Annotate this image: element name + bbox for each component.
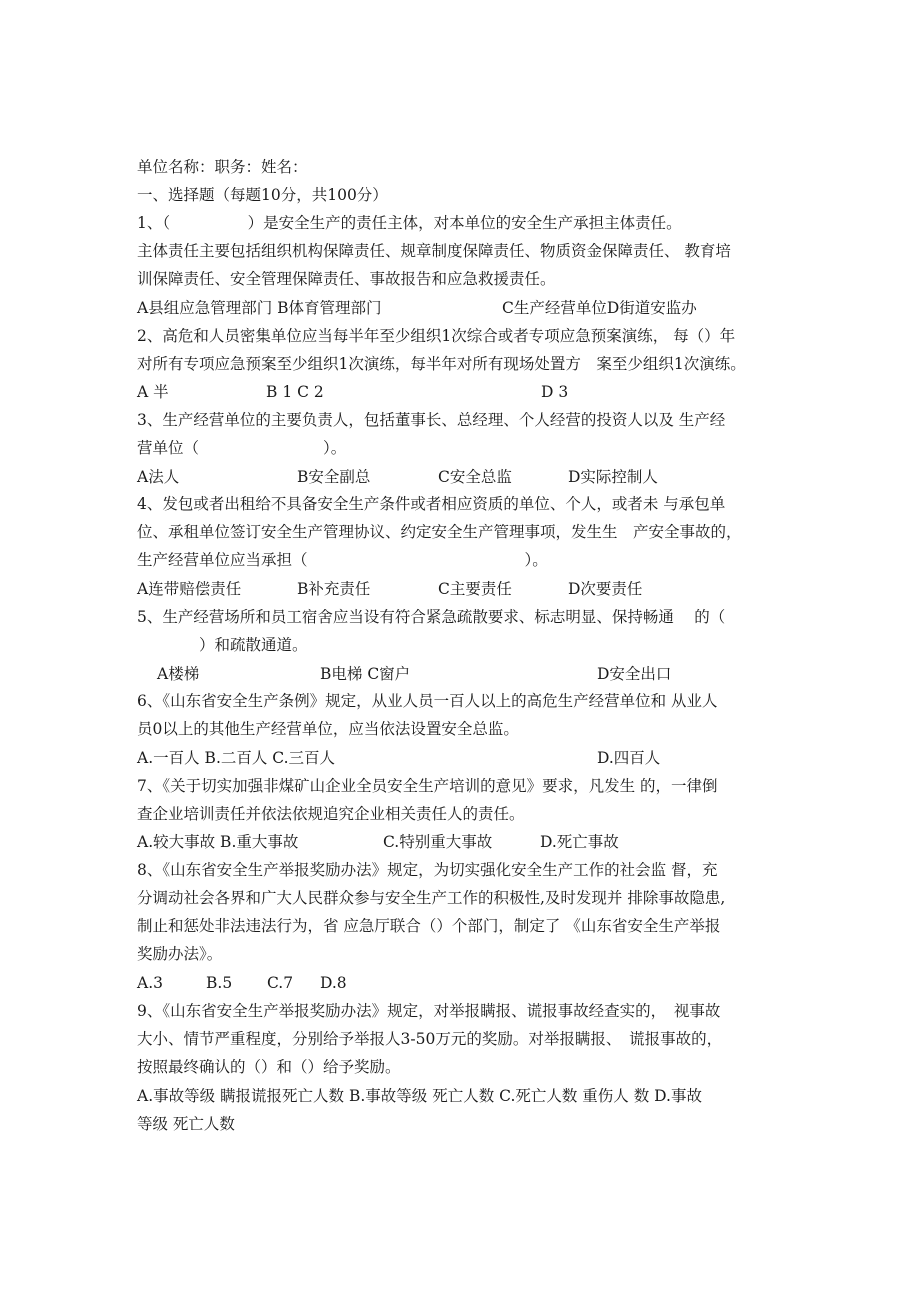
question-2-option: B 1 C 2 [266, 383, 324, 401]
header-fields: 单位名称：职务：姓名： [137, 158, 308, 176]
question-5-option: D安全出口 [597, 665, 672, 683]
question-1-option: C生产经营单位D街道安监办 [502, 299, 697, 317]
question-8-line-1: 8、《山东省安全生产举报奖励办法》规定，为切实强化安全生产工作的社会监 督，充 [137, 861, 718, 879]
question-7-line-1: 7、《关于切实加强非煤矿山企业全员安全生产培训的意见》要求，凡发生 的，一律倒 [137, 777, 718, 795]
question-2-line-1: 2、高危和人员密集单位应当每半年至少组织1次综合或者专项应急预案演练， 每（）年 [137, 327, 736, 345]
question-1-line-2: 主体责任主要包括组织机构保障责任、规章制度保障责任、物质资金保障责任、 教育培 [137, 242, 731, 260]
question-4-line-1: 4、发包或者出租给不具备安全生产条件或者相应资质的单位、个人，或者未 与承包单 [137, 495, 726, 513]
question-8-option: B.5 [206, 974, 233, 992]
question-7-option: D.死亡事故 [540, 833, 619, 851]
question-5-option: A楼梯 [157, 665, 200, 683]
question-4-option: C主要责任 [438, 580, 512, 598]
question-2-line-2: 对所有专项应急预案至少组织1次演练，每半年对所有现场处置方 案至少组织1次演练。 [137, 355, 746, 373]
question-7-option: C.特别重大事故 [383, 833, 493, 851]
question-5-line-1: 5、生产经营场所和员工宿舍应当设有符合紧急疏散要求、标志明显、保持畅通 的（ [137, 608, 726, 626]
question-4-line-2: 位、承租单位签订安全生产管理协议、约定安全生产管理事项，发生生 产安全事故的， [137, 523, 742, 541]
question-9-line-1: 9、《山东省安全生产举报奖励办法》规定，对举报瞒报、谎报事故经查实的， 视事故 [137, 1002, 721, 1020]
question-8-option: D.8 [320, 974, 347, 992]
question-1-line-3: 训保障责任、安全管理保障责任、事故报告和应急救援责任。 [137, 270, 556, 288]
question-8-option: C.7 [267, 974, 294, 992]
question-6-option: A.一百人 B.二百人 C.三百人 [137, 749, 336, 767]
question-3-option: C安全总监 [438, 468, 512, 486]
question-1-option: A县组应急管理部门 B体育管理部门 [137, 299, 382, 317]
question-3-line-2: 营单位（ ）。 [137, 439, 347, 457]
question-6-line-1: 6、《山东省安全生产条例》规定，从业人员一百人以上的高危生产经营单位和 从业人 [137, 692, 718, 710]
question-3-option: B安全副总 [297, 468, 371, 486]
question-8-option: A.3 [137, 974, 163, 992]
question-9-line-3: 按照最终确认的（）和（）给予奖励。 [137, 1058, 401, 1076]
question-4-option: A连带赔偿责任 [137, 580, 242, 598]
question-8-line-2: 分调动社会各界和广大人民群众参与安全生产工作的积极性,及时发现并 排除事故隐患, [137, 889, 726, 907]
question-8-line-4: 奖励办法》。 [137, 945, 223, 963]
question-3-option: A法人 [137, 468, 180, 486]
question-7-option: A.较大事故 B.重大事故 [137, 833, 299, 851]
question-9-line-2: 大小、情节严重程度，分别给予举报人3-50万元的奖励。对举报瞒报、 谎报事故的， [137, 1030, 723, 1048]
question-3-line-1: 3、生产经营单位的主要负责人，包括董事长、总经理、个人经营的投资人以及 生产经 [137, 411, 726, 429]
question-5-option: B电梯 C窗户 [320, 665, 411, 683]
question-5-line-2: ）和疏散通道。 [137, 636, 308, 654]
question-4-line-3: 生产经营单位应当承担（ ）。 [137, 551, 548, 569]
question-2-option: D 3 [541, 383, 569, 401]
question-8-line-3: 制止和惩处非法违法行为，省 应急厅联合（）个部门，制定了 《山东省安全生产举报 [137, 917, 721, 935]
question-9-line-5: 等级 死亡人数 [137, 1115, 235, 1133]
question-3-option: D实际控制人 [568, 468, 658, 486]
question-1-line-1: 1、（ ）是安全生产的责任主体，对本单位的安全生产承担主体责任。 [137, 214, 682, 232]
question-9-line-4: A.事故等级 瞒报谎报死亡人数 B.事故等级 死亡人数 C.死亡人数 重伤人 数 D.事故 [137, 1087, 702, 1105]
question-7-line-2: 查企业培训责任并依法依规追究企业相关责任人的责任。 [137, 805, 525, 823]
question-2-option: A 半 [137, 383, 169, 401]
question-4-option: B补充责任 [297, 580, 371, 598]
question-6-option: D.四百人 [597, 749, 661, 767]
question-6-line-2: 员0以上的其他生产经营单位，应当依法设置安全总监。 [137, 720, 519, 738]
section-title: 一、选择题（每题10分，共100分） [137, 186, 388, 204]
question-4-option: D次要责任 [568, 580, 643, 598]
